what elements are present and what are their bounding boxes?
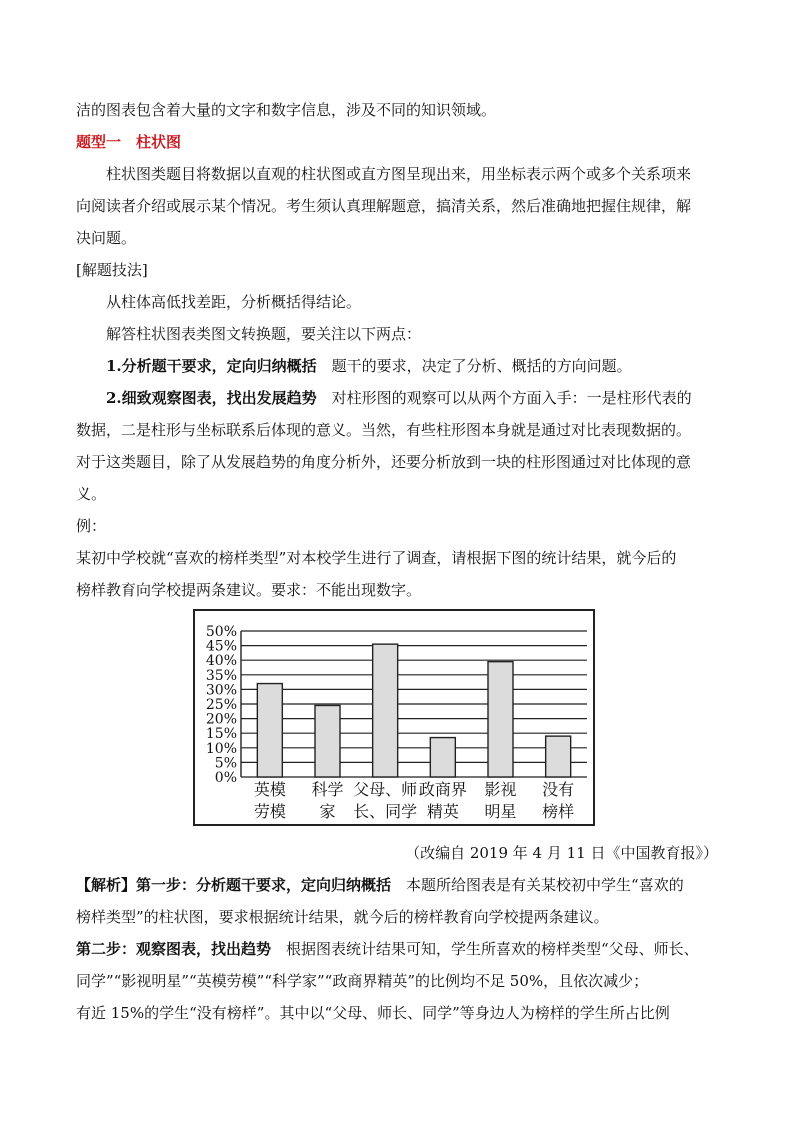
paragraph-line: 向阅读者介绍或展示某个情况。考生须认真理解题意，搞清关系，然后准确地把握住规律，解 bbox=[76, 197, 692, 215]
bar-chart-svg bbox=[195, 611, 593, 824]
point-1-heading: 1.分析题干要求，定向归纳概括 bbox=[106, 357, 317, 375]
analysis-label: 【解析】 bbox=[76, 876, 137, 894]
analysis-step-1 bbox=[76, 875, 684, 895]
x-tick-label: 科学 bbox=[311, 780, 344, 799]
paragraph-line: 义。 bbox=[76, 485, 107, 503]
analysis-step-2 bbox=[76, 939, 699, 959]
step-1-heading: 第一步：分析题干要求，定向归纳概括 bbox=[136, 876, 392, 894]
example-label: 例： bbox=[76, 517, 107, 535]
bar bbox=[430, 738, 455, 777]
example-line: 某初中学校就“喜欢的榜样类型”对本校学生进行了调查，请根据下图的统计结果，就今后的 bbox=[76, 549, 677, 567]
step-1-text: 本题所给图表是有关某校初中学生“喜欢的 bbox=[391, 876, 684, 894]
analysis-line: 有近 15%的学生“没有榜样”。其中以“父母、师长、同学”等身边人为榜样的学生所占比例 bbox=[76, 1004, 670, 1022]
step-2-text: 根据图表统计结果可知，学生所喜欢的榜样类型“父母、师长、 bbox=[271, 940, 699, 958]
x-tick-label: 父母、师 bbox=[353, 780, 418, 799]
bar bbox=[315, 705, 340, 777]
bar bbox=[257, 684, 282, 777]
y-tick-label: 0% bbox=[214, 770, 237, 786]
bar bbox=[546, 736, 571, 777]
paragraph-line: 对于这类题目，除了从发展趋势的角度分析外，还要分析放到一块的柱形图通过对比体现的意 bbox=[76, 453, 692, 471]
paragraph-line: 决问题。 bbox=[76, 229, 137, 247]
point-2-text: 对柱形图的观察可以从两个方面入手：一是柱形代表的 bbox=[316, 389, 692, 407]
x-tick-label: 精英 bbox=[426, 802, 459, 821]
intro-line: 洁的图表包含着大量的文字和数字信息，涉及不同的知识领域。 bbox=[76, 101, 497, 119]
paragraph-line: 柱状图类题目将数据以直观的柱状图或直方图呈现出来，用坐标表示两个或多个关系项来 bbox=[106, 165, 692, 183]
analysis-line: 同学”“影视明星”“英模劳模”“科学家”“政商界精英”的比例均不足 50%，且依次减少； bbox=[76, 972, 649, 990]
y-tick-label: 25% bbox=[205, 697, 237, 713]
paragraph-line: 数据，二是柱形与坐标联系后体现的意义。当然，有些柱形图本身就是通过对比表现数据的。 bbox=[76, 421, 692, 439]
y-tick-label: 40% bbox=[205, 653, 237, 670]
x-tick-label: 明星 bbox=[484, 802, 517, 821]
method-line: 解答柱状图表类图文转换题，要关注以下两点： bbox=[106, 325, 422, 343]
x-tick-label: 英模 bbox=[253, 780, 286, 799]
method-line: 从柱体高低找差距，分析概括得结论。 bbox=[106, 293, 362, 311]
bar bbox=[488, 662, 513, 777]
y-tick-label: 20% bbox=[205, 711, 237, 728]
step-2-heading: 第二步：观察图表，找出趋势 bbox=[76, 940, 272, 958]
y-tick-label: 45% bbox=[205, 638, 237, 655]
y-tick-label: 15% bbox=[205, 726, 237, 743]
section-title: 题型一 柱状图 bbox=[76, 133, 182, 151]
y-tick-label: 50% bbox=[205, 624, 237, 640]
bar bbox=[373, 644, 398, 777]
x-tick-label: 劳模 bbox=[253, 802, 286, 821]
y-tick-label: 35% bbox=[205, 667, 237, 684]
point-2-heading: 2.细致观察图表，找出发展趋势 bbox=[106, 389, 317, 407]
source-citation: （改编自 2019 年 4 月 11 日《中国教育报》） bbox=[405, 844, 718, 862]
x-tick-label: 政商界 bbox=[418, 780, 467, 799]
x-tick-label: 没有 bbox=[542, 780, 575, 799]
x-tick-label: 榜样 bbox=[542, 802, 575, 821]
point-1 bbox=[106, 356, 632, 376]
point-2 bbox=[106, 388, 692, 408]
bar-chart bbox=[193, 609, 595, 826]
y-tick-label: 30% bbox=[205, 682, 237, 699]
x-tick-label: 影视 bbox=[484, 780, 517, 799]
analysis-line: 榜样类型”的柱状图，要求根据统计结果，就今后的榜样教育向学校提两条建议。 bbox=[76, 908, 609, 926]
y-tick-label: 10% bbox=[205, 740, 237, 757]
point-1-text: 题干的要求，决定了分析、概括的方向问题。 bbox=[316, 357, 632, 375]
method-label: [解题技法] bbox=[76, 261, 148, 279]
x-tick-label: 长、同学 bbox=[353, 802, 418, 821]
x-tick-label: 家 bbox=[319, 802, 336, 821]
example-line: 榜样教育向学校提两条建议。要求：不能出现数字。 bbox=[76, 581, 422, 599]
y-tick-label: 5% bbox=[214, 755, 237, 772]
